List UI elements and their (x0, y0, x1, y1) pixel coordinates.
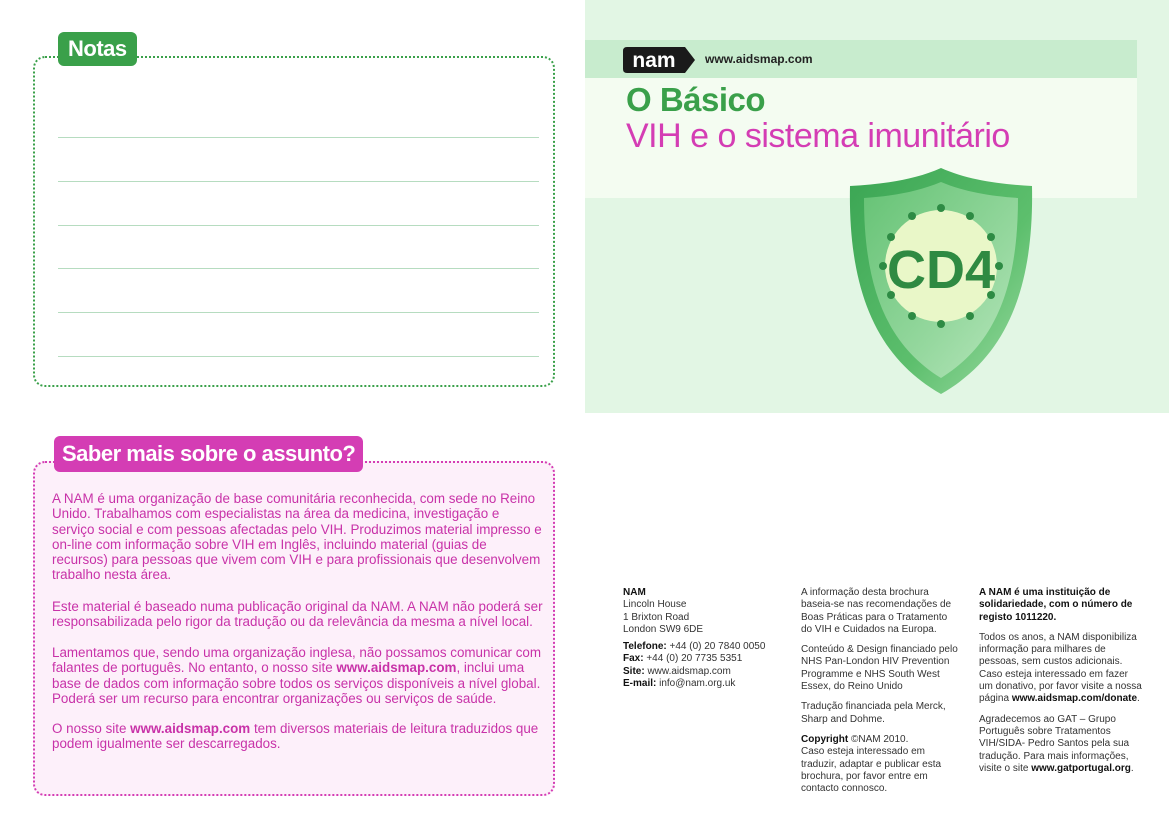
aidsmap-link[interactable]: www.aidsmap.com (336, 660, 457, 676)
cd4-shield-icon (848, 166, 1034, 396)
contact-site[interactable]: Site: www.aidsmap.com (623, 665, 731, 677)
page-title: O Básico (626, 81, 766, 118)
note-line (58, 137, 539, 138)
notes-box (33, 56, 555, 387)
page-subtitle: VIH e o sistema imunitário (626, 117, 1010, 155)
address-line: 1 Brixton Road (623, 611, 690, 623)
donate-link[interactable]: www.aidsmap.com/donate (1011, 693, 1138, 705)
address-line: London SW9 6DE (623, 623, 704, 635)
info-paragraph: Conteúdo & Design financiado pelo NHS Pan-London HIV Prevention Programme e NHS South West Essex, do Reino Unido (801, 644, 958, 693)
note-line (58, 268, 539, 269)
text: , inclui uma base de dados com informação sobre todos os serviços disponíveis a nível global. Poderá ser um recurso para encontrar organizações ou serviços de saúde. (52, 660, 541, 706)
more-info-paragraph (52, 721, 544, 752)
note-line (58, 356, 539, 357)
gat-link[interactable]: www.gatportugal.org (1031, 762, 1131, 774)
site-url[interactable]: www.aidsmap.com (705, 52, 813, 66)
text: tem diversos materiais de leitura traduzidos que podem igualmente ser descarregados. (52, 721, 539, 752)
more-info-heading: Saber mais sobre o assunto? (54, 436, 363, 472)
info-paragraph: A informação desta brochura baseia-se nas recomendações de Boas Práticas para o Tratamento do VIH e Cuidados na Europa. (801, 587, 952, 635)
note-line (58, 225, 539, 226)
note-line (58, 312, 539, 313)
charity-heading: A NAM é uma instituição de solidariedade, com o número de registo 1011220. (979, 587, 1133, 623)
text: O nosso site (52, 721, 131, 736)
aidsmap-link[interactable]: www.aidsmap.com (130, 721, 251, 736)
info-column (801, 587, 961, 803)
more-info-paragraph: A NAM é uma organização de base comunitária reconhecida, com sede no Reino Unido. Trabalhamos com especialistas na área da medicina, investigação e serviço social e com pessoas afectadas pelo VIH. Produzimos material impresso e on-line com informação sobre VIH em Inglês, incluindo material (guias de recursos) para pessoas que vivem com VIH e para profissionais que desenvolvem trabalho nesta área. (52, 491, 542, 583)
note-line (58, 181, 539, 182)
shield-text: CD4 (886, 240, 996, 300)
contact-org: NAM (623, 587, 646, 598)
contact-fax: Fax: +44 (0) 20 7735 5351 (623, 653, 743, 665)
charity-paragraph: Agradecemos ao GAT – Grupo Português sobre Tratamentos VIH/SIDA- Pedro Santos pela sua tradução. Para mais informações, visite o site www.gatportugal.org. (979, 713, 1134, 774)
more-info-paragraph (52, 645, 544, 706)
logo-text: nam (632, 49, 676, 72)
contact-phone: Telefone: +44 (0) 20 7840 0050 (623, 641, 766, 653)
more-info-paragraph: Este material é baseado numa publicação original da NAM. A NAM não poderá ser responsabilizada pelo rigor da tradução ou da relevância da mesma a nível local. (52, 599, 543, 630)
info-paragraph: Tradução financiada pela Merck, Sharp and Dohme. (801, 701, 946, 725)
charity-column (979, 587, 1144, 783)
nam-logo (623, 47, 695, 73)
notes-label: Notas (58, 32, 137, 66)
copyright: Copyright ©NAM 2010. Caso esteja interessado em traduzir, adaptar e publicar esta brochura, por favor entre em contacto connosco. (801, 733, 942, 795)
contact-email[interactable]: E-mail: info@nam.org.uk (623, 678, 736, 690)
address-line: Lincoln House (623, 599, 687, 611)
text: Lamentamos que, sendo uma organização inglesa, não possamos comunicar com falantes de português. No entanto, o nosso site (52, 645, 542, 676)
contact-column (623, 587, 783, 690)
charity-paragraph: Todos os anos, a NAM disponibiliza informação para milhares de pessoas, sem custos adicionais. Caso esteja interessado em fazer um donativo, por favor visite a nossa página www.aidsmap.com/donate. (979, 631, 1142, 705)
